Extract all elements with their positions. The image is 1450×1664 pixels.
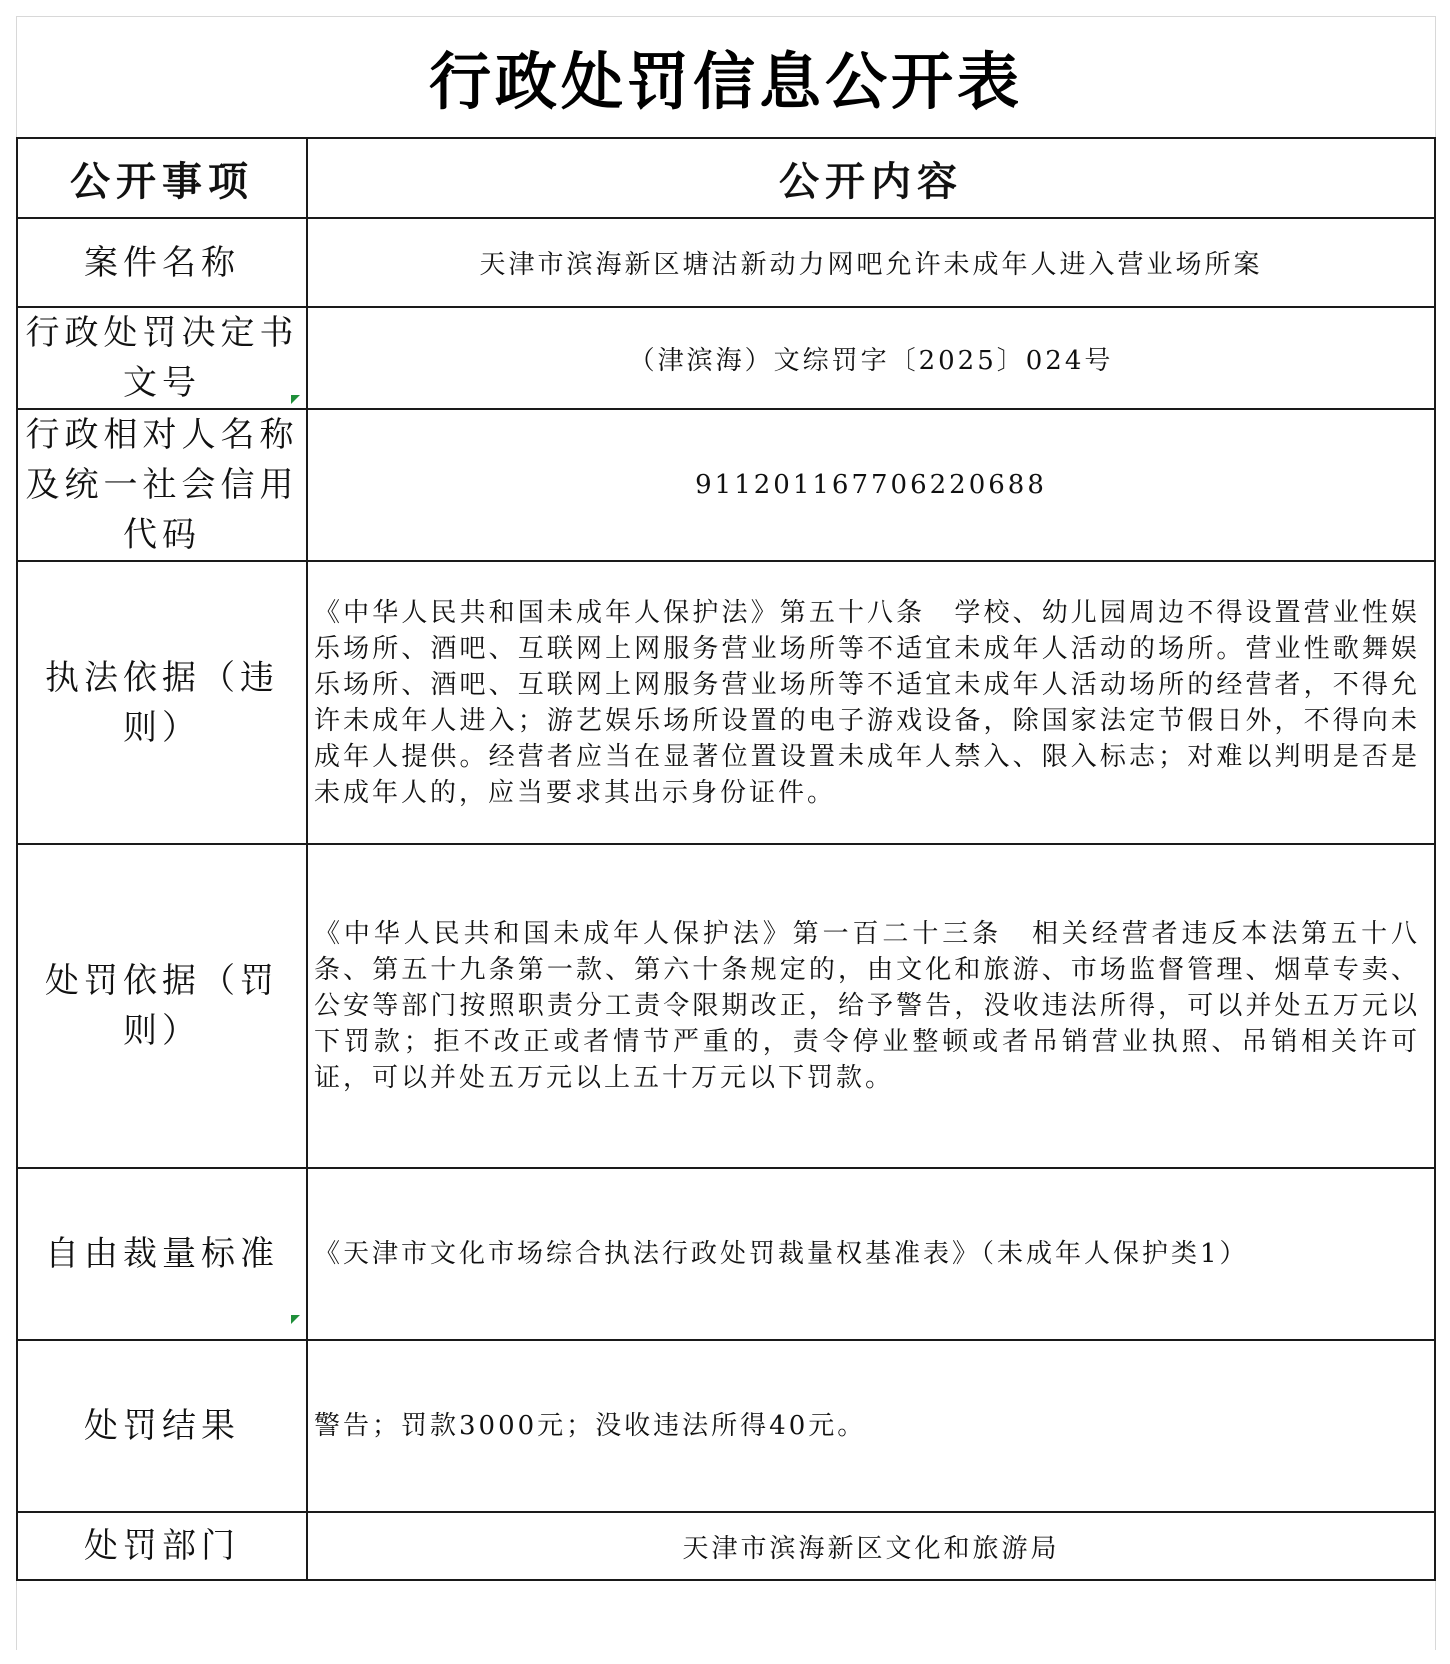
row-value-decision-number: （津滨海）文综罚字〔2025〕024号 xyxy=(307,307,1435,409)
table-row xyxy=(17,1168,1435,1340)
cell-comment-marker xyxy=(291,395,300,404)
row-value-case-name: 天津市滨海新区塘沽新动力网吧允许未成年人进入营业场所案 xyxy=(307,218,1435,307)
table-row xyxy=(17,307,1435,409)
table-row xyxy=(17,409,1435,561)
row-label-penalty-result: 处罚结果 xyxy=(17,1340,307,1512)
row-value-legal-basis: 《中华人民共和国未成年人保护法》第五十八条 学校、幼儿园周边不得设置营业性娱乐场所、酒吧、互联网上网服务营业场所等不适宜未成年人活动的场所。营业性歌舞娱乐场所、酒吧、互联网上网服务营业场所等不适宜未成年人活动场所的经营者，不得允许未成年人进入；游艺娱乐场所设置的电子游戏设备，除国家法定节假日外，不得向未成年人提供。经营者应当在显著位置设置未成年人禁入、限入标志；对难以判明是否是未成年人的，应当要求其出示身份证件。 xyxy=(307,561,1435,844)
header-content: 公开内容 xyxy=(307,138,1435,218)
row-value-discretion-standard: 《天津市文化市场综合执法行政处罚裁量权基准表》（未成年人保护类1） xyxy=(307,1168,1435,1340)
table-row xyxy=(17,218,1435,307)
disclosure-table xyxy=(16,137,1436,1581)
cell-comment-marker xyxy=(291,1315,300,1324)
table-header-row xyxy=(17,138,1435,218)
page-title: 行政处罚信息公开表 xyxy=(428,45,1023,118)
row-value-penalty-basis: 《中华人民共和国未成年人保护法》第一百二十三条 相关经营者违反本法第五十八条、第五十九条第一款、第六十条规定的，由文化和旅游、市场监督管理、烟草专卖、公安等部门按照职责分工责令限期改正，给予警告，没收违法所得，可以并处五万元以下罚款；拒不改正或者情节严重的，责令停业整顿或者吊销营业执照、吊销相关许可证，可以并处五万元以上五十万元以下罚款。 xyxy=(307,844,1435,1168)
table-row xyxy=(17,1340,1435,1512)
row-value-penalty-result: 警告；罚款3000元；没收违法所得40元。 xyxy=(307,1340,1435,1512)
row-label-party-credit-code: 行政相对人名称及统一社会信用代码 xyxy=(17,409,307,561)
row-label-decision-number: 行政处罚决定书文号 xyxy=(17,307,307,409)
row-label-penalty-department: 处罚部门 xyxy=(17,1512,307,1580)
table-row xyxy=(17,561,1435,844)
row-label-penalty-basis: 处罚依据（罚则） xyxy=(17,844,307,1168)
table-row xyxy=(17,1512,1435,1580)
header-item: 公开事项 xyxy=(17,138,307,218)
row-label-case-name: 案件名称 xyxy=(17,218,307,307)
table-row xyxy=(17,844,1435,1168)
row-label-legal-basis: 执法依据（违则） xyxy=(17,561,307,844)
row-value-party-credit-code: 91120116770622068​8 xyxy=(307,409,1435,561)
row-value-penalty-department: 天津市滨海新区文化和旅游局 xyxy=(307,1512,1435,1580)
row-label-discretion-standard: 自由裁量标准 xyxy=(17,1168,307,1340)
